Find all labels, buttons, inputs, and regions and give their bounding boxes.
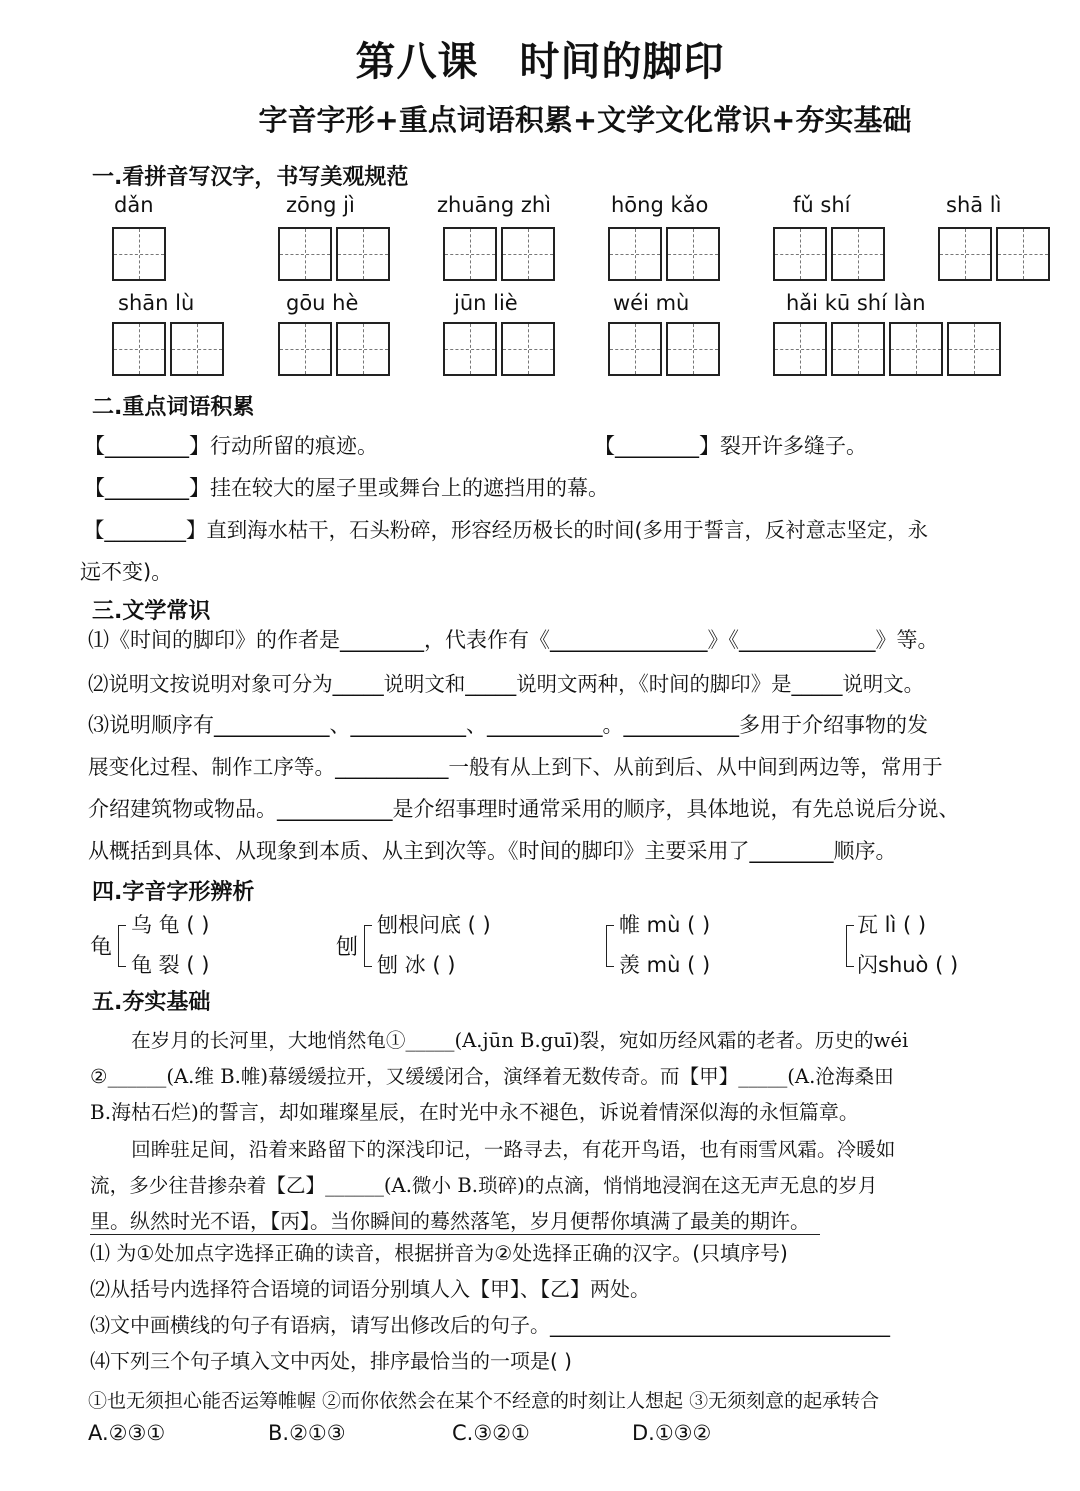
- question-item[interactable]: ⑴ 为①处加点字选择正确的读音，根据拼音为②处选择正确的汉字。(只填序号): [90, 1241, 788, 1265]
- brace-icon: [118, 925, 126, 967]
- literature-question[interactable]: 从概括到具体、从现象到本质、从主到次等。《时间的脚印》主要采用了________顺序。: [88, 839, 897, 863]
- passage-line-underlined[interactable]: 里。纵然时光不语，【丙】。当你瞬间的蓦然落笔，岁月便帮你填满了最美的期许。: [90, 1205, 820, 1235]
- char-item[interactable]: 刨 冰 ( ): [377, 953, 456, 977]
- pinyin-label: hōng kǎo: [611, 193, 709, 217]
- option-a[interactable]: A.②③①: [88, 1421, 166, 1445]
- vocab-item[interactable]: 【________】裂开许多缝子。: [594, 434, 867, 458]
- brace-icon: [364, 925, 372, 967]
- question-item[interactable]: ⑶文中画横线的句子有语病，请写出修改后的句子。__________________________________: [90, 1313, 890, 1337]
- char-item[interactable]: 乌 龟 ( ): [131, 913, 210, 937]
- literature-question[interactable]: ⑶说明顺序有___________、___________、___________。___________多用于介绍事物的发: [88, 713, 928, 737]
- pinyin-label: zhuāng zhì: [437, 193, 551, 217]
- pinyin-label: wéi mù: [613, 291, 690, 315]
- literature-question[interactable]: ⑵说明文按说明对象可分为_____说明文和_____说明文两种，《时间的脚印》是_____说明文。: [88, 672, 925, 696]
- vocab-item[interactable]: 【________】挂在较大的屋子里或舞台上的遮挡用的幕。: [84, 476, 609, 500]
- section-3-heading: 三.文学常识: [92, 599, 211, 624]
- literature-question[interactable]: 介绍建筑物或物品。___________是介绍事理时通常采用的顺序，具体地说，有先总说后分说、: [88, 797, 960, 821]
- brace-icon: [606, 925, 614, 967]
- section-1-heading: 一.看拼音写汉字，书写美观规范: [92, 165, 409, 190]
- option-c[interactable]: C.③②①: [452, 1421, 530, 1445]
- passage-line[interactable]: ②______(A.维 B.帷)幕缓缓拉开，又缓缓闭合，演绎着无数传奇。而【甲】_____(A.沧海桑田: [90, 1065, 894, 1088]
- literature-question[interactable]: 展变化过程、制作工序等。___________一般有从上到下、从前到后、从中间到两边等，常用于: [88, 755, 943, 779]
- brace-icon: [846, 925, 854, 967]
- pinyin-label: zōng jì: [286, 193, 355, 217]
- passage-line: 回眸驻足间，沿着来路留下的深浅印记，一路寻去，有花开鸟语，也有雨雪风霜。冷暖如: [92, 1138, 896, 1161]
- section-5-heading: 五.夯实基础: [92, 990, 211, 1015]
- option-d[interactable]: D.①③②: [632, 1421, 712, 1445]
- passage-line[interactable]: 流，多少往昔掺杂着【乙】______(A.微小 B.琐碎)的点滴，悄悄地浸润在这无声无息的岁月: [90, 1174, 878, 1197]
- char-item[interactable]: 龟 裂 ( ): [131, 953, 210, 977]
- section-4-heading: 四.字音字形辨析: [92, 880, 255, 905]
- option-b[interactable]: B.②①③: [268, 1421, 346, 1445]
- passage-line[interactable]: 在岁月的长河里，大地悄然龟①_____(A.jūn B.guī)裂，宛如历经风霜的老者。历史的wéi: [92, 1029, 909, 1052]
- char-item[interactable]: 羡 mù ( ): [619, 953, 711, 977]
- vocab-item[interactable]: 【________】直到海水枯干，石头粉碎，形容经历极长的时间(多用于誓言，反衬意志坚定，永: [84, 518, 928, 542]
- char-item[interactable]: 闪shuò ( ): [857, 953, 959, 977]
- pinyin-label: shā lì: [946, 193, 1002, 217]
- section-2-heading: 二.重点词语积累: [92, 395, 255, 420]
- page-title: 第八课 时间的脚印: [355, 39, 725, 85]
- pinyin-label: jūn liè: [454, 291, 518, 315]
- literature-question[interactable]: ⑴《时间的脚印》的作者是________，代表作有《_______________》《_____________》等。: [88, 628, 939, 652]
- question-item[interactable]: ⑵从括号内选择符合语境的词语分别填人入【甲】、【乙】两处。: [90, 1277, 650, 1301]
- pinyin-label: gōu hè: [286, 291, 359, 315]
- char-group-label: 龟: [90, 935, 113, 960]
- vocab-item[interactable]: 【________】行动所留的痕迹。: [84, 434, 378, 458]
- char-group-label: 刨: [336, 935, 359, 960]
- pinyin-label: hǎi kū shí làn: [786, 291, 926, 315]
- pinyin-label: fǔ shí: [793, 193, 851, 217]
- vocab-item-cont: 远不变)。: [80, 560, 173, 584]
- pinyin-label: dǎn: [114, 193, 154, 217]
- char-item[interactable]: 帷 mù ( ): [619, 913, 711, 937]
- char-item[interactable]: 刨根问底 ( ): [377, 913, 491, 937]
- sentence-choices: ①也无须担心能否运筹帷幄 ②而你依然会在某个不经意的时刻让人想起 ③无须刻意的起承转合: [88, 1390, 880, 1412]
- question-item[interactable]: ⑷下列三个句子填入文中丙处，排序最恰当的一项是( ): [90, 1349, 572, 1373]
- pinyin-label: shān lù: [118, 291, 195, 315]
- char-item[interactable]: 瓦 lì ( ): [857, 913, 927, 937]
- page-subtitle: 字音字形+重点词语积累+文学文化常识+夯实基础: [258, 103, 912, 137]
- passage-line: B.海枯石烂)的誓言，却如璀璨星辰，在时光中永不褪色，诉说着情深似海的永恒篇章。: [90, 1100, 859, 1124]
